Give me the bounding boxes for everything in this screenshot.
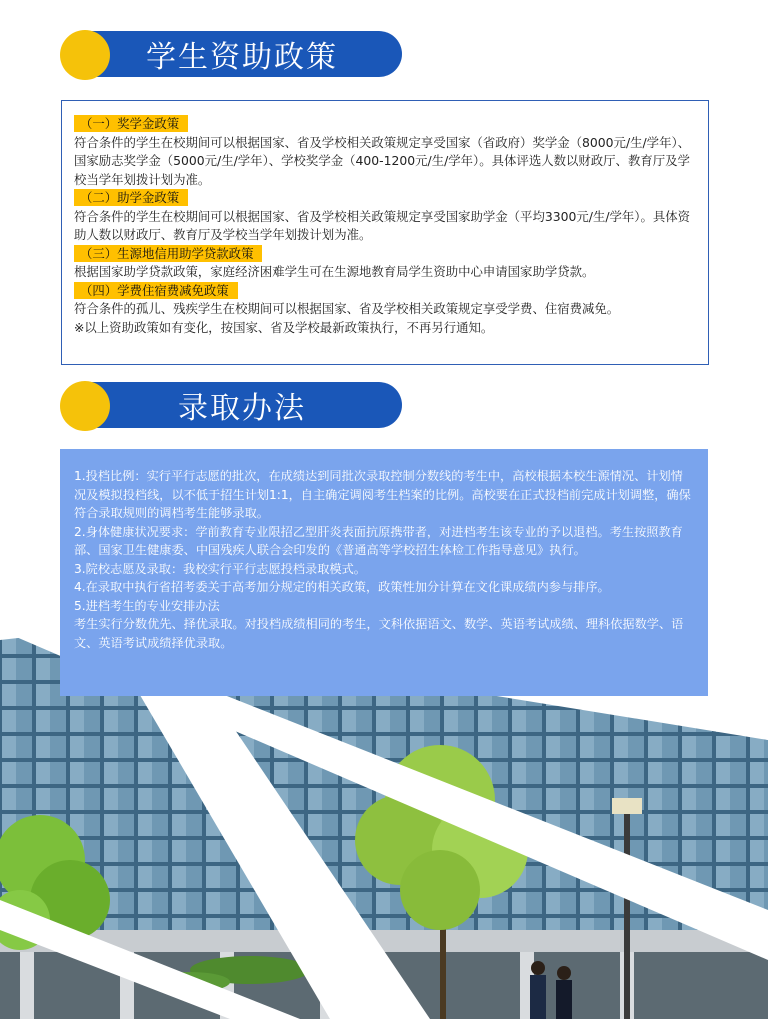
admission-method-box: [60, 449, 708, 696]
policy-text: 符合条件的学生在校期间可以根据国家、省及学校相关政策规定享受国家（省政府）奖学金（8000元/生/学年）、国家励志奖学金（5000元/生/学年）、学校奖学金（400-1200元/生/学年）。具体评选人数以财政厅、教育厅及学校当学年划拨计划为准。: [74, 134, 691, 187]
admission-paragraph: 4.在录取中执行省招考委关于高考加分规定的相关政策，政策性加分计算在文化课成绩内参与排序。: [74, 580, 610, 594]
policy-text: 符合条件的孤儿、残疾学生在校期间可以根据国家、省及学校相关政策规定享受学费、住宿费减免。: [74, 301, 620, 316]
admission-paragraph: 2.身体健康状况要求：学前教育专业限招乙型肝炎表面抗原携带者，对进档考生该专业的予以退档。考生按照教育部、国家卫生健康委、中国残疾人联合会印发的《普通高等学校招生体检工作指导意见》执行。: [74, 524, 683, 557]
policy-tag: （二）助学金政策: [74, 189, 188, 206]
policy-item: [74, 115, 696, 189]
admission-paragraph: 考生实行分数优先、择优录取。对投档成绩相同的考生，文科依据语文、数学、英语考试成绩、理科依据数学、语文、英语考试成绩择优录取。: [74, 617, 684, 650]
banner-circle-decoration: [60, 381, 110, 431]
financial-aid-policy-box: [61, 100, 709, 365]
policy-note: ※以上资助政策如有变化，按国家、省及学校最新政策执行，不再另行通知。: [74, 319, 494, 335]
policy-tag: （三）生源地信用助学贷款政策: [74, 245, 262, 262]
section-title: 学生资助政策: [82, 31, 402, 77]
admission-paragraph: 5.进档考生的专业安排办法: [74, 598, 220, 613]
section-title: 录取办法: [82, 382, 402, 428]
policy-tag: （一）奖学金政策: [74, 115, 188, 132]
admission-paragraph: 3.院校志愿及录取：我校实行平行志愿投档录取模式。: [74, 561, 366, 576]
banner-circle-decoration: [60, 30, 110, 80]
policy-item: [74, 282, 696, 319]
policy-item: [74, 189, 696, 245]
policy-item: [74, 245, 696, 282]
policy-text: 根据国家助学贷款政策，家庭经济困难学生可在生源地教育局学生资助中心申请国家助学贷款。: [74, 264, 595, 279]
admission-paragraph: 1.投档比例：实行平行志愿的批次，在成绩达到同批次录取控制分数线的考生中，高校根据本校生源情况、计划情况及模拟投档线，以不低于招生计划1:1，自主确定调阅考生档案的比例。高校要在正式投档前完成计划调整，确保符合录取规则的调档考生能够录取。: [74, 469, 691, 520]
policy-text: 符合条件的学生在校期间可以根据国家、省及学校相关政策规定享受国家助学金（平均3300元/生/学年）。具体资助人数以财政厅、教育厅及学校当学年划拨计划为准。: [74, 208, 691, 242]
policy-tag: （四）学费住宿费减免政策: [74, 282, 238, 299]
